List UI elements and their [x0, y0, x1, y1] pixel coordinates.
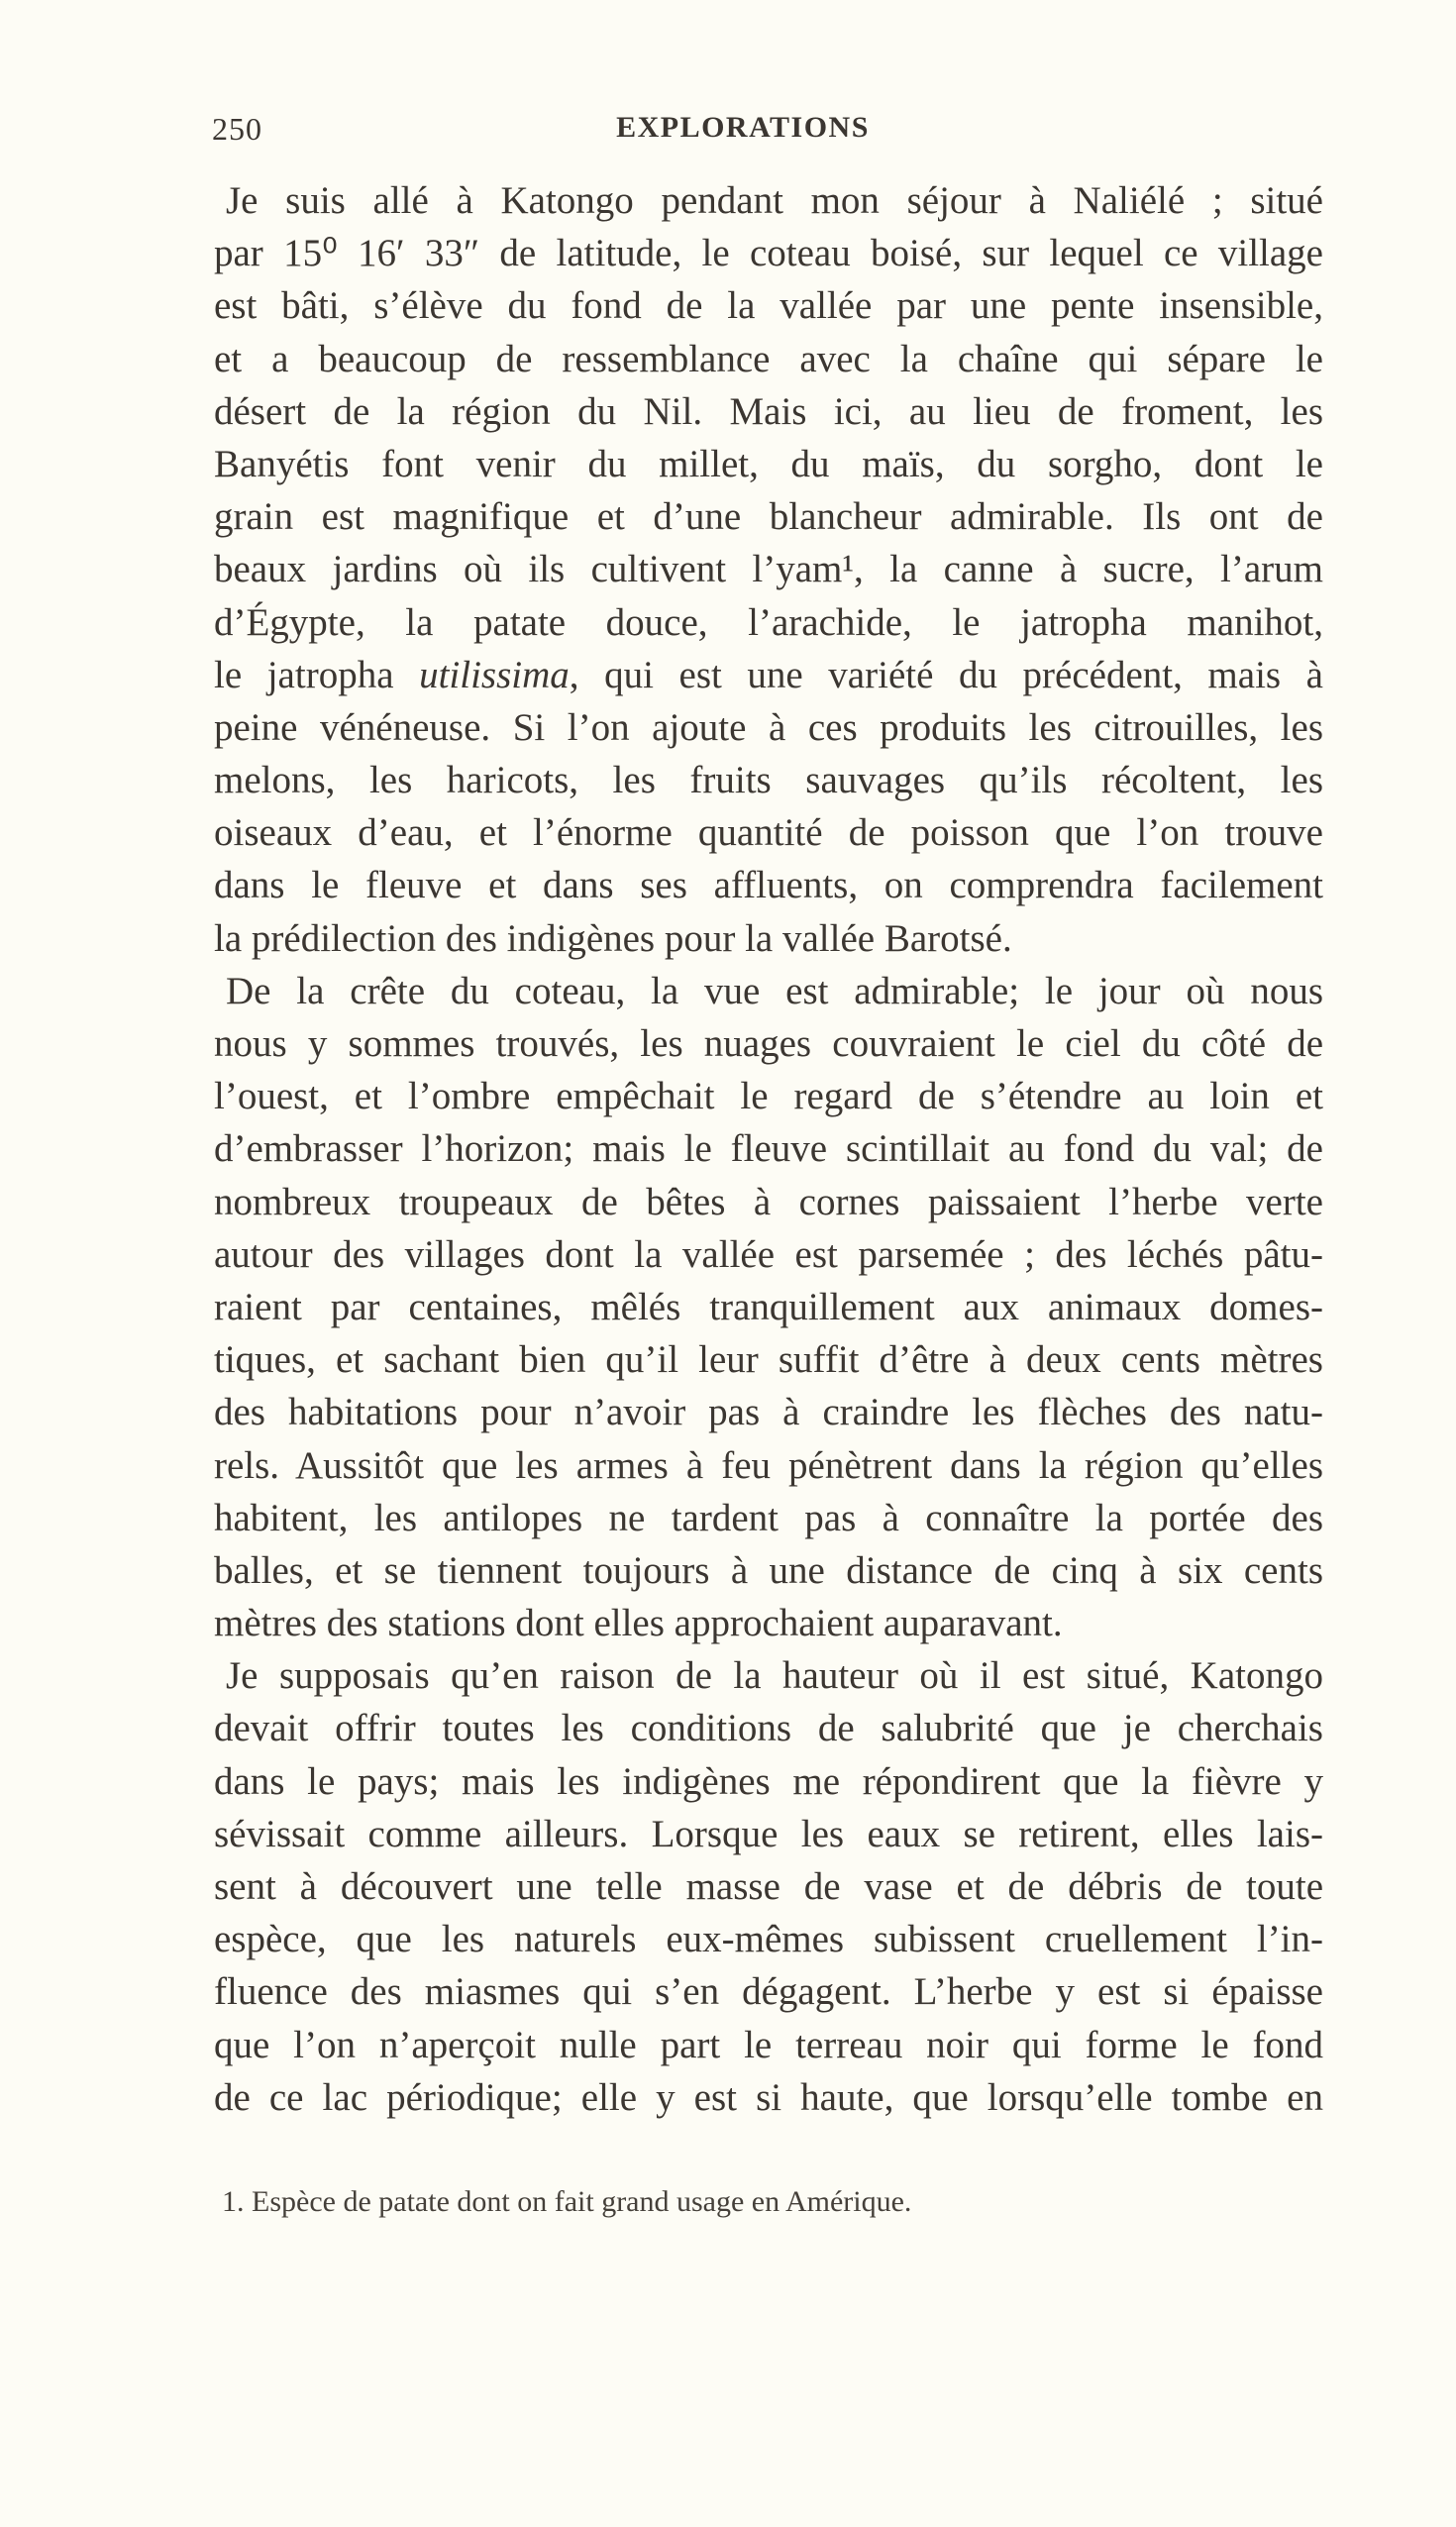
text-line: d’embrasser l’horizon; mais le fleuve scintillait au fond du val; de [214, 1127, 1323, 1171]
footnote: 1. Espèce de patate dont on fait grand usage en Amérique. [222, 2185, 912, 2218]
text-line: sévissait comme ailleurs. Lorsque les eaux se retirent, elles lais- [214, 1812, 1323, 1855]
text-line: de ce lac périodique; elle y est si haute, que lorsqu’elle tombe en [214, 2075, 1323, 2119]
text-line: oiseaux d’eau, et l’énorme quantité de poisson que l’on trouve [214, 811, 1323, 855]
text-line: melons, les haricots, les fruits sauvages qu’ils récoltent, les [214, 759, 1323, 802]
text-line: est bâti, s’élève du fond de la vallée par une pente insensible, [214, 284, 1323, 328]
text-line [214, 649, 1323, 701]
paragraph [214, 174, 1323, 965]
paragraph [214, 965, 1323, 1649]
text-line: autour des villages dont la vallée est parsemée ; des léchés pâtu- [214, 1232, 1323, 1276]
text-line: dans le pays; mais les indigènes me répondirent que la fièvre y [214, 1759, 1323, 1803]
text-line: la prédilection des indigènes pour la vallée Barotsé. [214, 916, 1012, 960]
text-line: beaux jardins où ils cultivent l’yam¹, la canne à sucre, l’arum [214, 548, 1323, 591]
text-line: l’ouest, et l’ombre empêchait le regard de s’étendre au loin et [214, 1075, 1323, 1118]
text-line: Banyétis font venir du millet, du maïs, du sorgho, dont le [214, 442, 1323, 485]
text-line: devait offrir toutes les conditions de salubrité que je cherchais [214, 1707, 1323, 1750]
text-line: et a beaucoup de ressemblance avec la chaîne qui sépare le [214, 337, 1323, 380]
text-line: par 15⁰ 16′ 33″ de latitude, le coteau boisé, sur lequel ce village [214, 232, 1323, 275]
text-line: grain est magnifique et d’une blancheur admirable. Ils ont de [214, 495, 1323, 539]
text-line: d’Égypte, la patate douce, l’arachide, le jatropha manihot, [214, 600, 1323, 644]
text-line: nous y sommes trouvés, les nuages couvraient le ciel du côté de [214, 1022, 1323, 1065]
text-segment: , qui est une variété du précédent, mais à [569, 653, 1323, 696]
paragraph [214, 1649, 1323, 2124]
running-title: EXPLORATIONS [616, 111, 870, 144]
text-line: Je suis allé à Katongo pendant mon séjour à Naliélé ; situé [226, 179, 1323, 222]
body-text [214, 174, 1323, 2124]
text-line: De la crête du coteau, la vue est admirable; le jour où nous [226, 969, 1323, 1012]
text-line: sent à découvert une telle masse de vase et de débris de toute [214, 1865, 1323, 1908]
text-line: peine vénéneuse. Si l’on ajoute à ces produits les citrouilles, les [214, 705, 1323, 749]
text-line: des habitations pour n’avoir pas à craindre les flèches des natu- [214, 1391, 1323, 1434]
text-segment: le jatropha [214, 653, 420, 696]
text-line: mètres des stations dont elles approchaient auparavant. [214, 1602, 1063, 1645]
text-line: habitent, les antilopes ne tardent pas à connaître la portée des [214, 1496, 1323, 1539]
text-line: fluence des miasmes qui s’en dégagent. L’herbe y est si épaisse [214, 1970, 1323, 2014]
text-line: balles, et se tiennent toujours à une distance de cinq à six cents [214, 1548, 1323, 1592]
text-line: tiques, et sachant bien qu’il leur suffit d’être à deux cents mètres [214, 1338, 1323, 1382]
text-line: espèce, que les naturels eux-mêmes subissent cruellement l’in- [214, 1918, 1323, 1961]
page-number: 250 [212, 111, 262, 147]
text-line: Je supposais qu’en raison de la hauteur où il est situé, Katongo [226, 1654, 1323, 1698]
text-line: dans le fleuve et dans ses affluents, on comprendra facilement [214, 864, 1323, 907]
text-line: que l’on n’aperçoit nulle part le terreau noir qui forme le fond [214, 2023, 1323, 2066]
text-line: nombreux troupeaux de bêtes à cornes paissaient l’herbe verte [214, 1180, 1323, 1223]
italic-term: utilissima [419, 653, 570, 696]
text-line: rels. Aussitôt que les armes à feu pénètrent dans la région qu’elles [214, 1443, 1323, 1487]
text-line: désert de la région du Nil. Mais ici, au lieu de froment, les [214, 389, 1323, 433]
text-line: raient par centaines, mêlés tranquillement aux animaux domes- [214, 1285, 1323, 1328]
